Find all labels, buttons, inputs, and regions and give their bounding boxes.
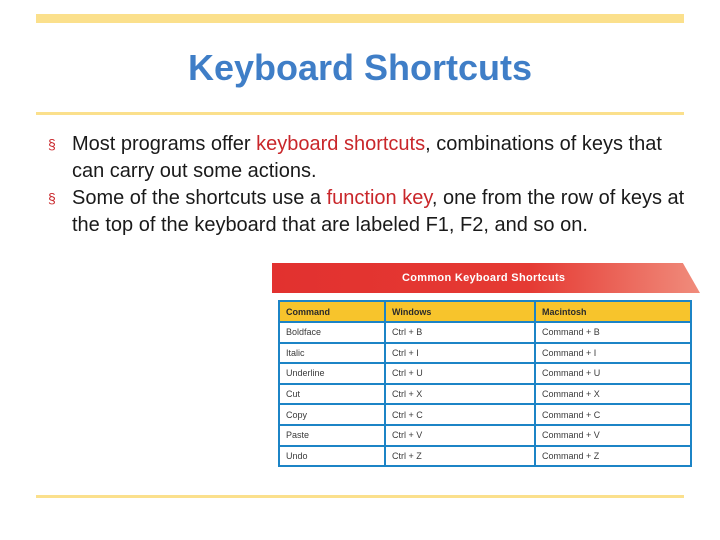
table-cell: Ctrl + V — [385, 425, 535, 446]
table-row — [279, 363, 691, 384]
bullet-item — [48, 185, 688, 239]
table-cell: Copy — [279, 404, 385, 425]
table-cell: Command + I — [535, 343, 691, 364]
table-cell: Command + Z — [535, 446, 691, 467]
header-cell: Macintosh — [535, 301, 691, 322]
bullet-text: , combinations of keys that can carry out some actions. — [72, 133, 662, 182]
table-cell: Ctrl + Z — [385, 446, 535, 467]
highlight-term: function key — [326, 187, 432, 209]
table-cell: Ctrl + X — [385, 384, 535, 405]
table-cell: Italic — [279, 343, 385, 364]
bullet-text: Some of the shortcuts use a — [72, 187, 327, 209]
table-row — [279, 446, 691, 467]
slide-title: Keyboard Shortcuts — [187, 47, 533, 88]
figure-banner-title: Common Keyboard Shortcuts — [402, 272, 566, 284]
header-cell: Command — [279, 301, 385, 322]
shortcuts-figure — [272, 263, 702, 485]
bullet-text: Most programs offer — [72, 133, 257, 155]
title-divider — [36, 112, 684, 115]
table-cell: Cut — [279, 384, 385, 405]
table-cell: Command + B — [535, 322, 691, 343]
table-cell: Ctrl + I — [385, 343, 535, 364]
table-header-row — [279, 301, 691, 322]
shortcuts-table — [278, 300, 692, 467]
bullet-list — [48, 131, 688, 239]
square-bullet-icon: § — [48, 190, 56, 206]
table-cell: Underline — [279, 363, 385, 384]
table-cell: Command + C — [535, 404, 691, 425]
table-cell: Ctrl + U — [385, 363, 535, 384]
table-cell: Ctrl + C — [385, 404, 535, 425]
bottom-rule — [36, 495, 684, 498]
highlight-term: keyboard shortcuts — [256, 133, 426, 155]
table-cell: Command + U — [535, 363, 691, 384]
table-row — [279, 384, 691, 405]
table-row — [279, 404, 691, 425]
table-row — [279, 343, 691, 364]
table-cell: Command + X — [535, 384, 691, 405]
table-row — [279, 425, 691, 446]
header-cell: Windows — [385, 301, 535, 322]
table-row — [279, 322, 691, 343]
square-bullet-icon: § — [48, 136, 56, 152]
table-cell: Boldface — [279, 322, 385, 343]
bullet-item — [48, 131, 688, 185]
table-cell: Ctrl + B — [385, 322, 535, 343]
table-cell: Undo — [279, 446, 385, 467]
bullet-text: , one from the row of keys at the top of the keyboard that are labeled F1, F2, and so on. — [72, 187, 685, 236]
table-cell: Paste — [279, 425, 385, 446]
table-cell: Command + V — [535, 425, 691, 446]
top-rule — [36, 14, 684, 23]
